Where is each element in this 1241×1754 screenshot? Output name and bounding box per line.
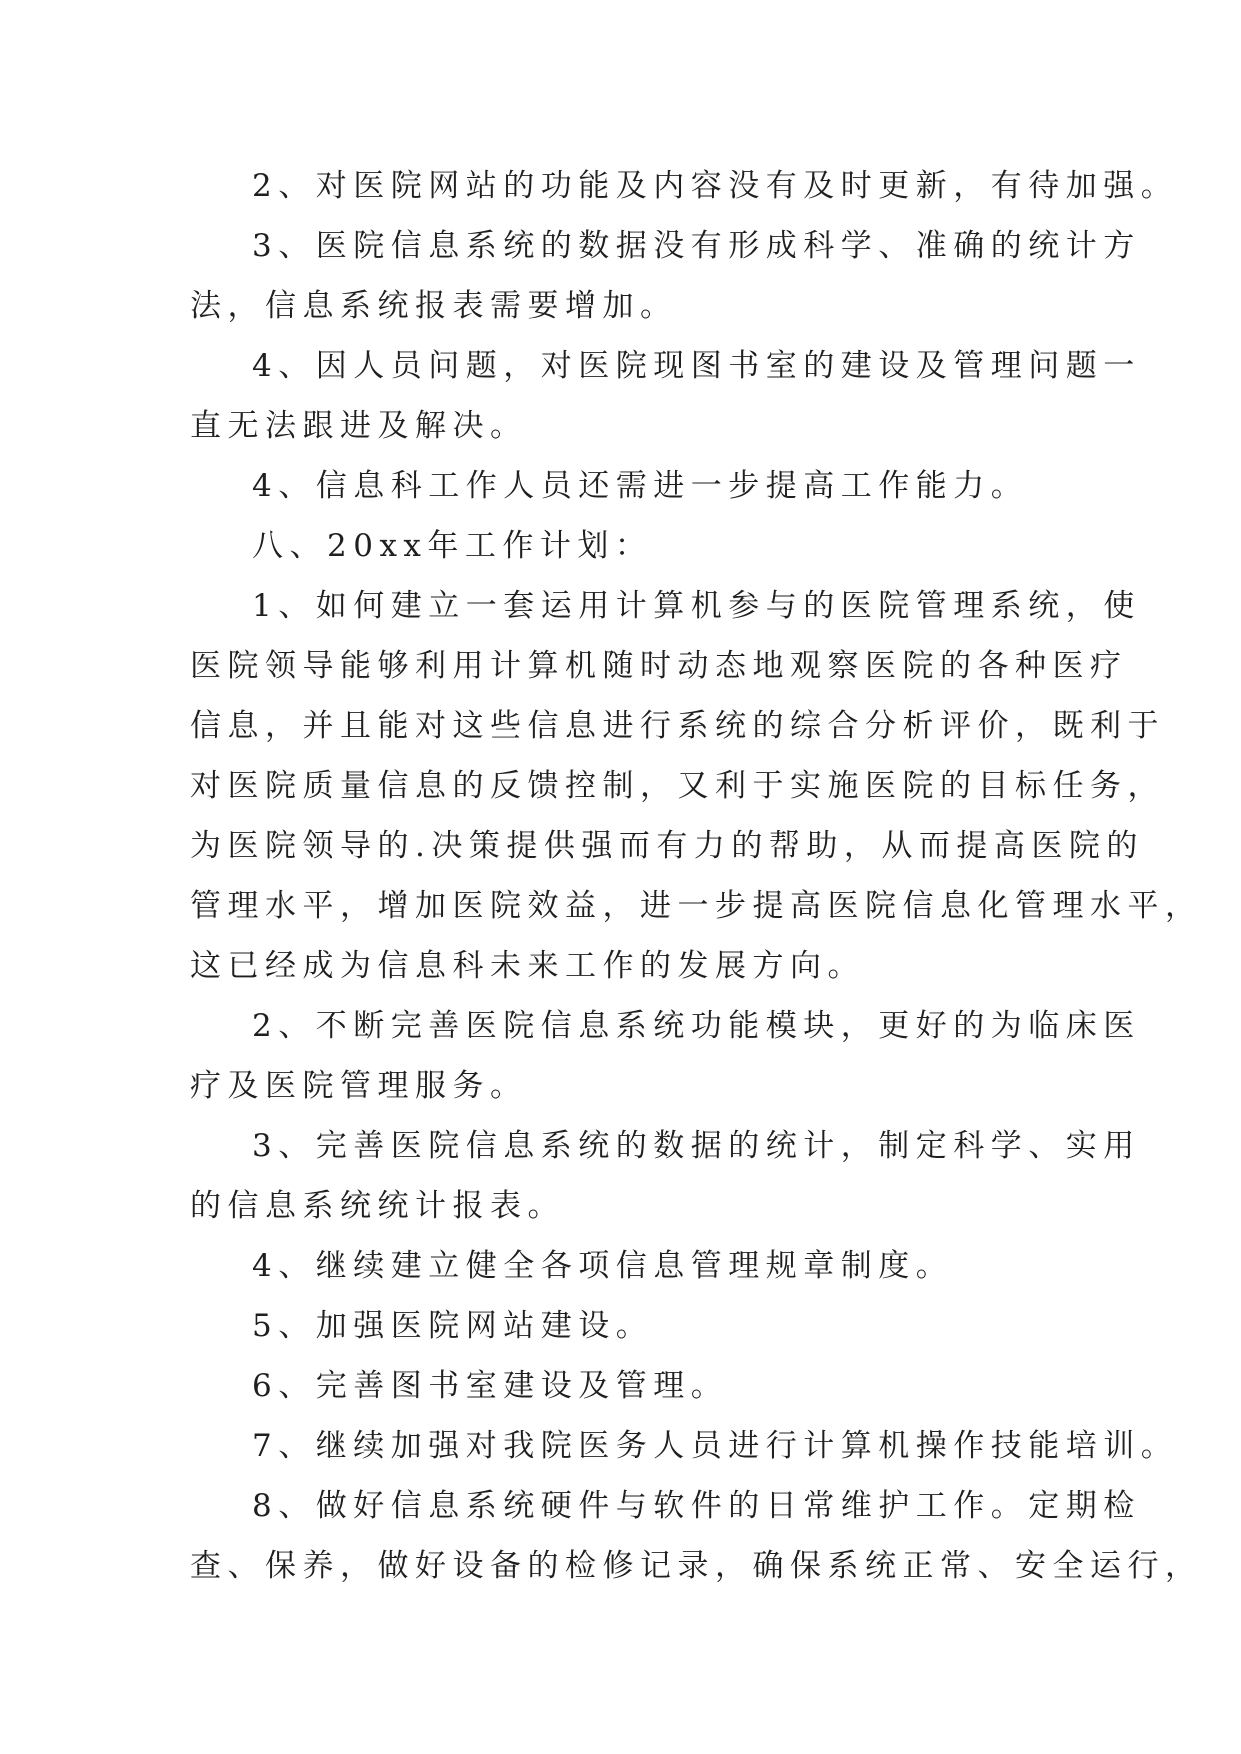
text-line: 5、加强医院网站建设。 — [252, 1308, 654, 1344]
text-line: 医院领导能够利用计算机随时动态地观察医院的各种医疗 — [190, 648, 1128, 684]
text-line: 4、因人员问题，对医院现图书室的建设及管理问题一 — [252, 348, 1141, 384]
text-line: 疗及医院管理服务。 — [190, 1068, 528, 1104]
text-line: 3、完善医院信息系统的数据的统计，制定科学、实用 — [252, 1128, 1141, 1164]
text-line: 1、如何建立一套运用计算机参与的医院管理系统，使 — [252, 588, 1141, 624]
text-line: 对医院质量信息的反馈控制，又利于实施医院的目标任务， — [190, 768, 1165, 804]
text-line: 8、做好信息系统硬件与软件的日常维护工作。定期检 — [252, 1488, 1141, 1524]
text-line: 信息，并且能对这些信息进行系统的综合分析评价，既利于 — [190, 708, 1165, 744]
text-line: 直无法跟进及解决。 — [190, 408, 528, 444]
text-line: 4、继续建立健全各项信息管理规章制度。 — [252, 1248, 954, 1284]
text-line: 的信息系统统计报表。 — [190, 1188, 565, 1224]
text-line: 3、医院信息系统的数据没有形成科学、准确的统计方 — [252, 228, 1141, 264]
text-line: 管理水平，增加医院效益，进一步提高医院信息化管理水平， — [190, 888, 1203, 924]
text-line: 这已经成为信息科未来工作的发展方向。 — [190, 948, 865, 984]
text-line: 6、完善图书室建设及管理。 — [252, 1368, 729, 1404]
text-line: 为医院领导的.决策提供强而有力的帮助，从而提高医院的 — [190, 828, 1144, 864]
text-line: 法，信息系统报表需要增加。 — [190, 288, 678, 324]
section-heading: 八、20xx年工作计划： — [252, 528, 653, 564]
text-line: 2、对医院网站的功能及内容没有及时更新，有待加强。 — [252, 168, 1179, 204]
text-line: 4、信息科工作人员还需进一步提高工作能力。 — [252, 468, 1029, 504]
text-line: 查、保养，做好设备的检修记录，确保系统正常、安全运行， — [190, 1548, 1203, 1584]
text-line: 2、不断完善医院信息系统功能模块，更好的为临床医 — [252, 1008, 1141, 1044]
text-line: 7、继续加强对我院医务人员进行计算机操作技能培训。 — [252, 1428, 1179, 1464]
